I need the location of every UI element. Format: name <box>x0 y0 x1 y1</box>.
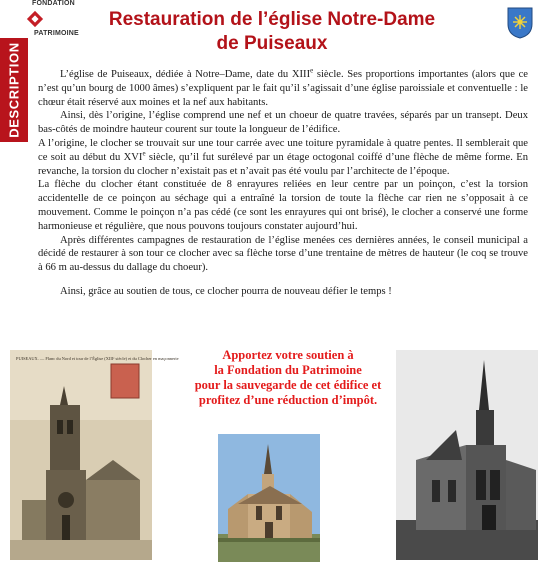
paragraph-6: Ainsi, grâce au soutien de tous, ce clocher pourra de nouveau défier le temps ! <box>60 285 392 297</box>
cta-line-4: profitez d’une réduction d’impôt. <box>198 393 378 407</box>
title-line-1: Restauration de l’église Notre-Dame <box>108 9 436 30</box>
page-title <box>96 8 448 56</box>
paragraph-2: Ainsi, dès l’origine, l’église comprend une nef et un choeur de quatre travées, séparés par un transept. Deux bas-côtés de moindre hauteur courent sur toute la longueur de l’édifice. <box>38 110 528 136</box>
cta-line-2: la Fondation du Patrimoine <box>214 363 362 377</box>
description-text <box>38 68 528 299</box>
church-bw-photo <box>396 350 538 560</box>
logo-mark-icon <box>26 10 44 28</box>
title-line-2: de Puiseaux <box>216 33 328 54</box>
logo-top-text: FONDATION <box>32 0 75 7</box>
paragraph-4: La flèche du clocher étant constituée de 8 enrayures reliées en leur centre par un poinçon, c’est la torsion accidentelle de ce poinçon au séchage qui a entraîné la torsion de toute la flèche car rien ne s’opposait à ce mouvement. Comme le poinçon n’a pas cédé (ce sont les enrayures qui ont brisé), le clocher a conservé une forme harmonieuse et régulière, que nous pouvons toujours constater aujourd’hui. <box>38 179 528 232</box>
paragraph-3: A l’origine, le clocher se trouvait sur une tour carrée avec une toiture pyramidale à quatre pentes. Il semblerait que ce soit au début du XVIe siècle, qu’il fut surélevé par un étage octogonal coiffé d’une flèche de même forme. En revanche, la torsion du clocher n’existait pas et n’avait pas été voulu par l’architecte de l’époque. <box>38 137 528 177</box>
postcard-photo <box>10 350 179 560</box>
cta-line-1: Apportez votre soutien à <box>222 348 354 362</box>
side-tab-label: DESCRIPTION <box>6 42 22 138</box>
coat-of-arms-icon <box>507 7 533 39</box>
church-color-photo <box>218 434 320 562</box>
postcard-caption: PUISEAUX. — Flanc du Nord et tour de l’Église (XIIIᵉ siècle) et du Clocher en maçonnerie <box>16 356 179 361</box>
fondation-patrimoine-logo <box>22 0 92 40</box>
paragraph-1: L’église de Puiseaux, dédiée à Notre–Dame, date du XIIIe siècle. Ses proportions importantes (alors que ce n’est qu’un bourg de 1000 âmes) s’expliquent par le fait qu’il s’agissait d’une église paroissiale et conventuelle : le chœur était réservé aux moines et la nef aux habitants. <box>38 66 528 108</box>
description-side-tab <box>0 38 28 142</box>
paragraph-5: Après différentes campagnes de restauration de l’église menées ces dernières années, le conseil municipal a décidé de restaurer à son tour ce clocher avec sa flèche torse d’une trentaine de mètres de hauteur (le coq se trouve à 66 m au-dessus du dallage du choeur). <box>38 234 528 274</box>
cta-line-3: pour la sauvegarde de cet édifice et <box>194 378 382 392</box>
call-to-action <box>188 348 388 408</box>
logo-bottom-text: PATRIMOINE <box>34 30 79 37</box>
